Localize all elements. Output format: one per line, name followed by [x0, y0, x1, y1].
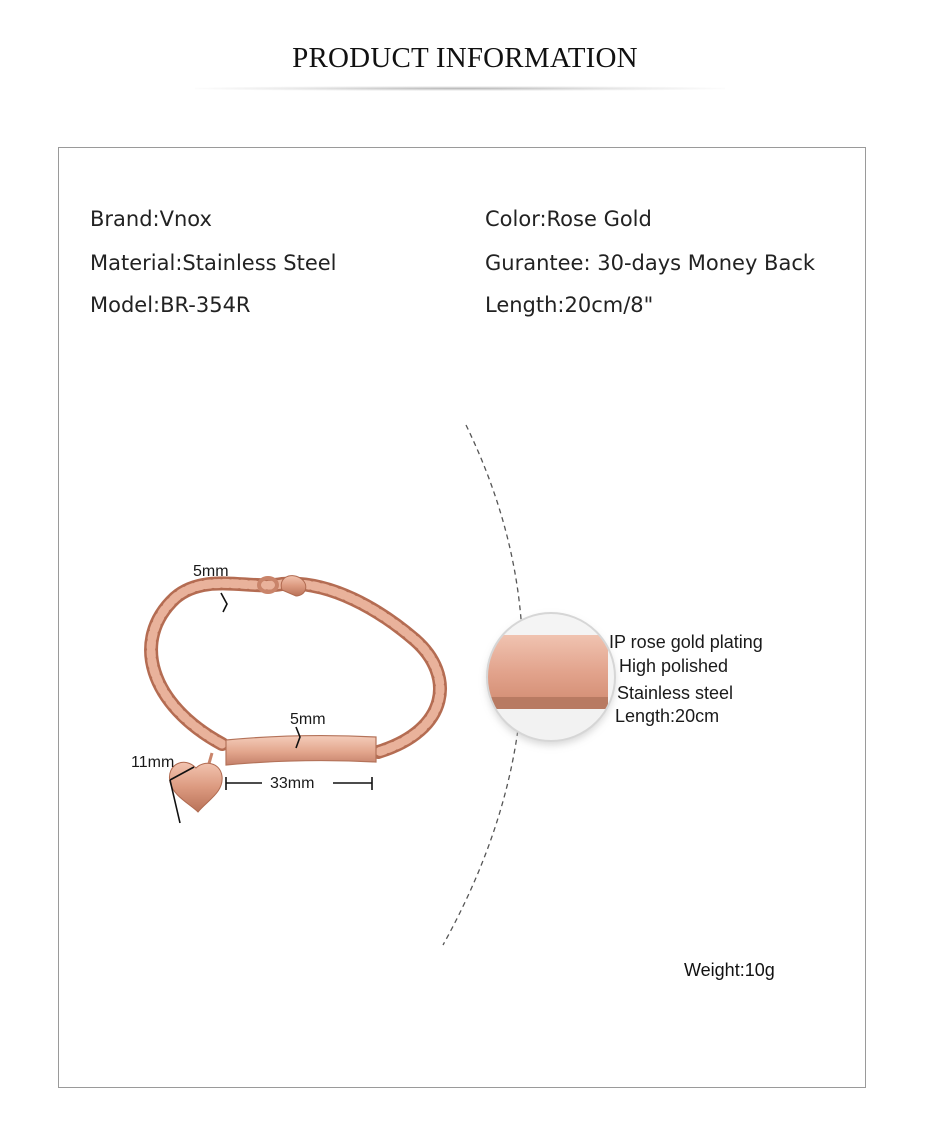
bar-length-label: 33mm [270, 775, 315, 792]
heart-charm [169, 753, 222, 812]
bar-height-label: 5mm [290, 711, 326, 728]
spec-brand: Brand:Vnox [90, 207, 212, 231]
spec-material: Material:Stainless Steel [90, 251, 337, 275]
weight-label: Weight:10g [684, 960, 775, 980]
callout-plating: IP rose gold plating [609, 632, 763, 652]
chain-width-label: 5mm [193, 563, 229, 580]
page-title: PRODUCT INFORMATION [292, 42, 638, 74]
spec-color: Color:Rose Gold [485, 207, 652, 231]
spec-length: Length:20cm/8" [485, 293, 654, 317]
callout-material: Stainless steel [617, 683, 734, 703]
callout-polish: High polished [619, 656, 729, 676]
detail-zoom-circle [478, 613, 615, 745]
id-bar-plate [226, 736, 376, 765]
spec-guarantee: Gurantee: 30-days Money Back [485, 251, 816, 275]
spec-model: Model:BR-354R [90, 293, 251, 317]
charm-size-label: 11mm [131, 754, 175, 771]
callout-length: Length:20cm [615, 706, 720, 726]
